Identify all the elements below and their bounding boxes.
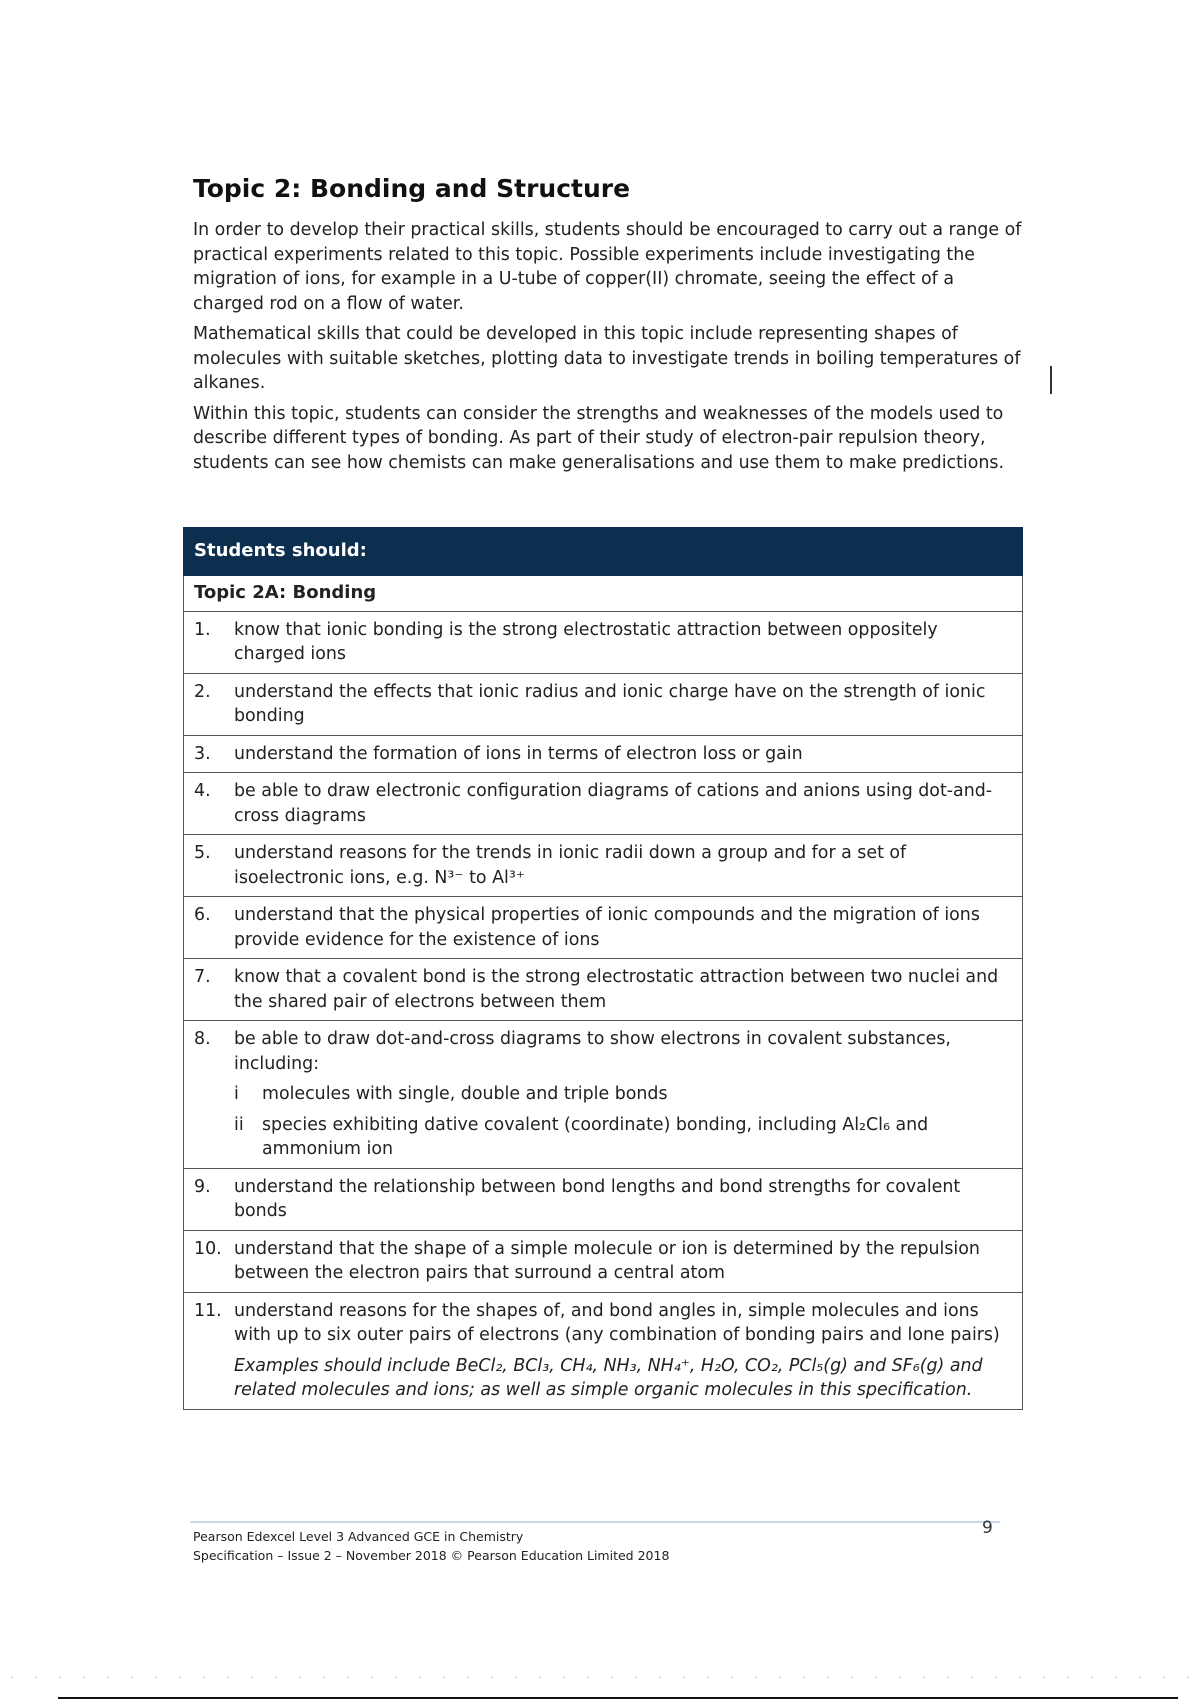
table-row (184, 773, 1023, 835)
footer-issue: Specification – Issue 2 – November 2018 © Pearson Education Limited 2018 (193, 1548, 670, 1563)
item-number: 4. (194, 781, 211, 801)
table-row (184, 1168, 1023, 1230)
sub-item-number: i (234, 1084, 239, 1104)
item-text: understand reasons for the shapes of, and bond angles in, simple molecules and ions with up to six outer pairs of electrons (any combination of bonding pairs and lone pairs) (234, 1300, 1000, 1345)
table-row (184, 959, 1023, 1021)
item-text: understand the formation of ions in terms of electron loss or gain (234, 743, 803, 764)
footer (193, 1527, 669, 1565)
item-number: 7. (194, 967, 211, 987)
table-row (184, 735, 1023, 773)
table-row (184, 673, 1023, 735)
intro-paragraph-models: Within this topic, students can consider the strengths and weaknesses of the models used to describe different types of bonding. As part of their study of electron-pair repulsion theory, students can see how chemists can make generalisations and use them to make predictions. (193, 403, 1005, 473)
sub-item-number: ii (234, 1114, 244, 1135)
item-text: be able to draw dot-and-cross diagrams to show electrons in covalent substances, including: (234, 1029, 951, 1074)
table-row (184, 835, 1023, 897)
sub-item-text: species exhibiting dative covalent (coordinate) bonding, including Al₂Cl₆ and ammonium ion (262, 1114, 929, 1159)
item-text: understand the effects that ionic radius and ionic charge have on the strength of ionic bonding (234, 681, 986, 726)
item-text: know that a covalent bond is the strong electrostatic attraction between two nuclei and the shared pair of electrons between them (234, 967, 999, 1012)
item-number: 8. (194, 1029, 211, 1049)
item-number: 2. (194, 681, 211, 702)
table-row (184, 1230, 1023, 1292)
table-subheader: Topic 2A: Bonding (184, 576, 1023, 612)
item-number: 6. (194, 905, 211, 925)
page-title: Topic 2: Bonding and Structure (193, 174, 631, 203)
item-number: 1. (194, 619, 211, 640)
item-number: 5. (194, 843, 211, 863)
table-row (184, 611, 1023, 673)
table-row (184, 897, 1023, 959)
specification-table (183, 527, 1023, 1410)
item-text: know that ionic bonding is the strong electrostatic attraction between oppositely charged ions (234, 619, 938, 664)
footer-divider (190, 1521, 1000, 1523)
intro-paragraph-practical: In order to develop their practical skills, students should be encouraged to carry out a range of practical experiments related to this topic. Possible experiments include investigating the migration of ions, for example in a U-tube of copper(II) chromate, seeing the effect of a charged rod on a flow of water. (193, 220, 1022, 314)
intro-text (193, 218, 1023, 481)
intro-paragraph-mathematical: Mathematical skills that could be developed in this topic include representing shapes of molecules with suitable sketches, plotting data to investigate trends in boiling temperatures of alkanes. (193, 324, 1021, 393)
item-number: 3. (194, 743, 211, 764)
item-text: understand the relationship between bond lengths and bond strengths for covalent bonds (234, 1176, 961, 1221)
page-number: 9 (982, 1518, 993, 1538)
item-text: understand that the shape of a simple molecule or ion is determined by the repulsion between the electron pairs that surround a central atom (234, 1238, 980, 1283)
sub-item-text: molecules with single, double and triple bonds (262, 1084, 668, 1104)
table-header: Students should: (184, 528, 1023, 576)
sub-item (234, 1082, 1012, 1107)
item-text: understand that the physical properties of ionic compounds and the migration of ions provide evidence for the existence of ions (234, 905, 980, 950)
item-number: 9. (194, 1176, 211, 1197)
item-number: 10. (194, 1238, 222, 1259)
item-examples: Examples should include BeCl₂, BCl₃, CH₄, NH₃, NH₄⁺, H₂O, CO₂, PCl₅(g) and SF₆(g) and related molecules and ions; as well as simple organic molecules in this specification. (234, 1355, 983, 1400)
sub-item (234, 1113, 1012, 1162)
page-edge-rule (58, 1697, 1178, 1699)
table-row (184, 1021, 1023, 1169)
footer-publication: Pearson Edexcel Level 3 Advanced GCE in Chemistry (193, 1529, 524, 1544)
item-text: be able to draw electronic configuration diagrams of cations and anions using dot-and-cross diagrams (234, 781, 993, 826)
table-row (184, 1292, 1023, 1409)
item-number: 11. (194, 1300, 222, 1321)
text-cursor (1050, 366, 1052, 394)
item-text: understand reasons for the trends in ionic radii down a group and for a set of isoelectronic ions, e.g. N³⁻ to Al³⁺ (234, 843, 907, 888)
page-edge-dots (0, 1676, 1200, 1678)
